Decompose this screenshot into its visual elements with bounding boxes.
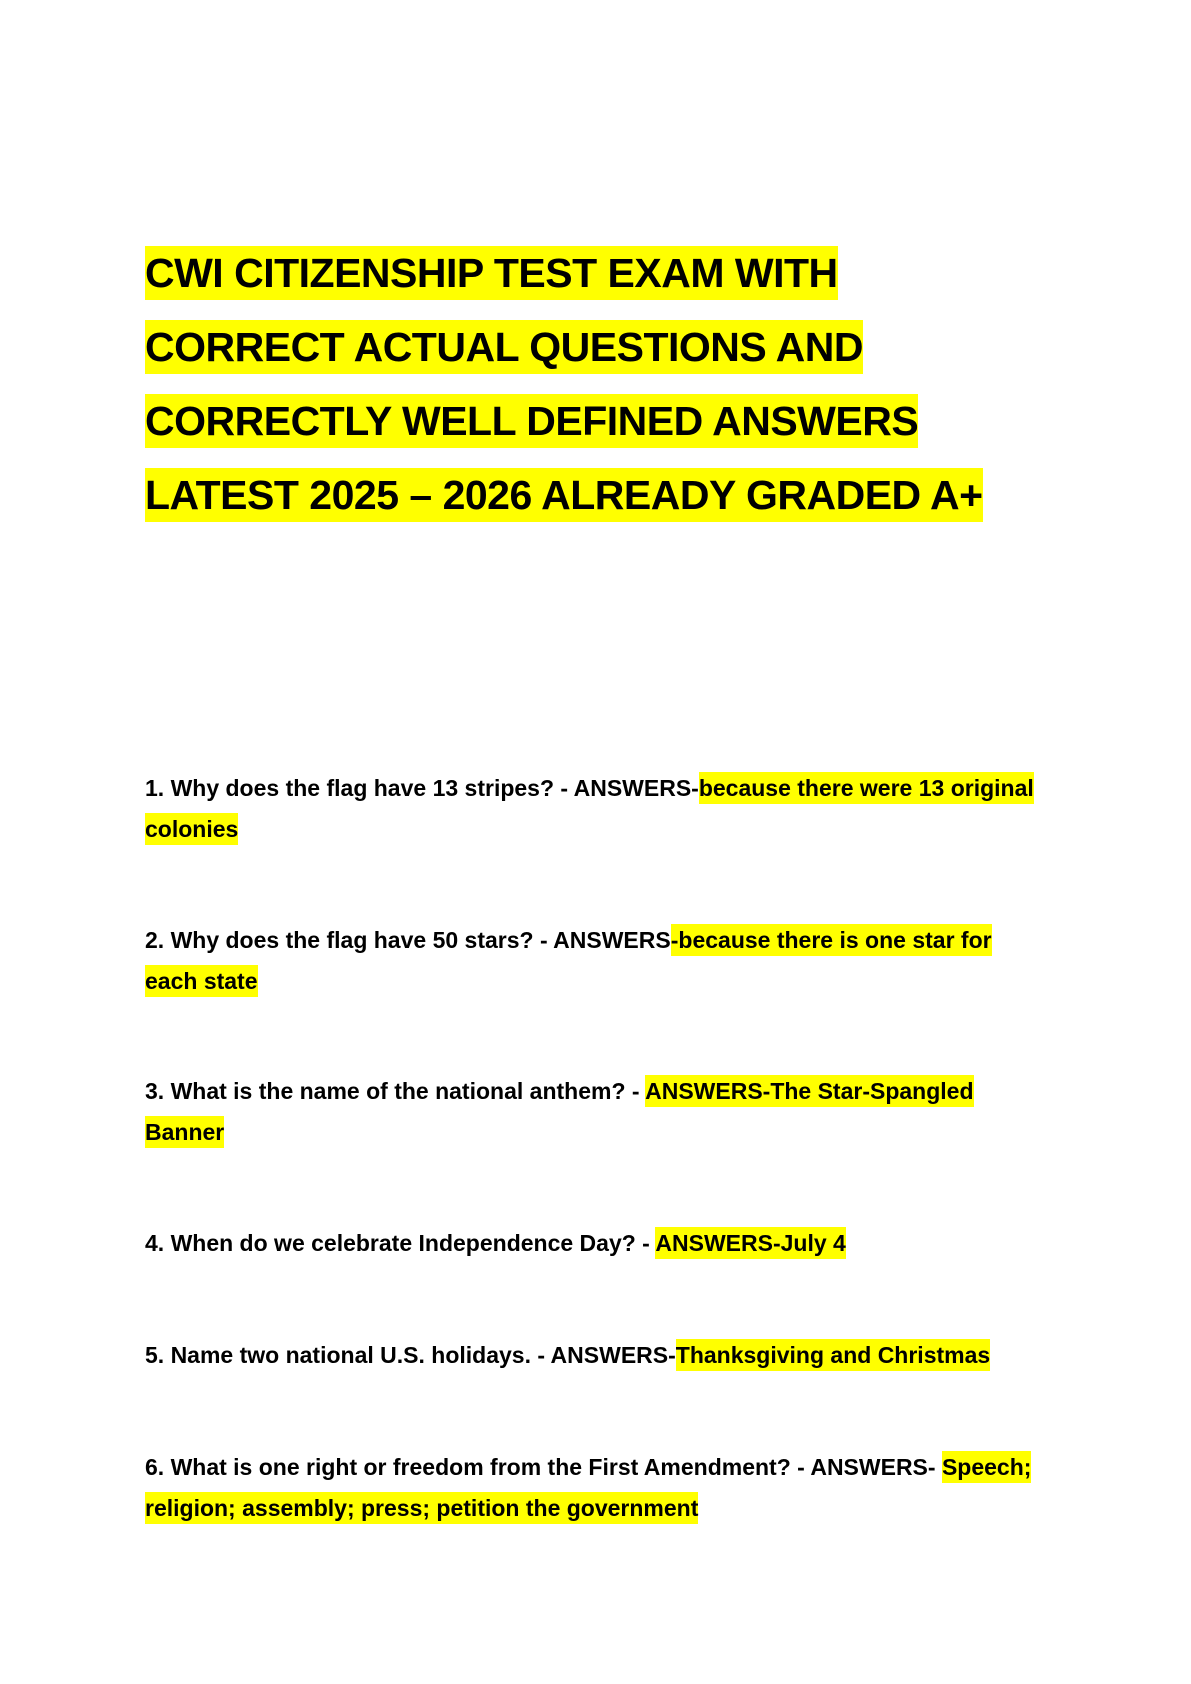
qa-item <box>145 768 1045 850</box>
qa-item <box>145 1071 1045 1153</box>
qa-item <box>145 1447 1045 1529</box>
answer-text: Thanksgiving and Christmas <box>676 1339 990 1371</box>
title-line <box>145 310 1105 384</box>
qa-item <box>145 1223 1045 1264</box>
title-line-text: LATEST 2025 – 2026 ALREADY GRADED A+ <box>145 468 983 522</box>
title-line-text: CORRECTLY WELL DEFINED ANSWERS <box>145 394 918 448</box>
title-line <box>145 236 1105 310</box>
title-line-text: CORRECT ACTUAL QUESTIONS AND <box>145 320 863 374</box>
question-text: 6. What is one right or freedom from the First Amendment? - ANSWERS- <box>145 1454 942 1480</box>
answer-text: Speech; religion; assembly; press; petition the government <box>145 1451 1031 1524</box>
qa-item <box>145 920 1045 1002</box>
answer-text: ANSWERS-The Star-Spangled Banner <box>145 1075 974 1148</box>
document-title <box>145 236 1105 532</box>
title-line <box>145 458 1105 532</box>
answer-text: ANSWERS-July 4 <box>655 1227 845 1259</box>
question-text: 2. Why does the flag have 50 stars? - ANSWERS <box>145 927 671 953</box>
title-line <box>145 384 1105 458</box>
question-text: 3. What is the name of the national anthem? - <box>145 1078 646 1104</box>
title-line-text: CWI CITIZENSHIP TEST EXAM WITH <box>145 246 838 300</box>
question-text: 4. When do we celebrate Independence Day? - <box>145 1230 656 1256</box>
answer-text: because there were 13 original colonies <box>145 772 1034 845</box>
qa-item <box>145 1335 1045 1376</box>
question-text: 5. Name two national U.S. holidays. - ANSWERS- <box>145 1342 676 1368</box>
answer-text: -because there is one star for each state <box>145 924 992 997</box>
question-text: 1. Why does the flag have 13 stripes? - ANSWERS- <box>145 775 699 801</box>
